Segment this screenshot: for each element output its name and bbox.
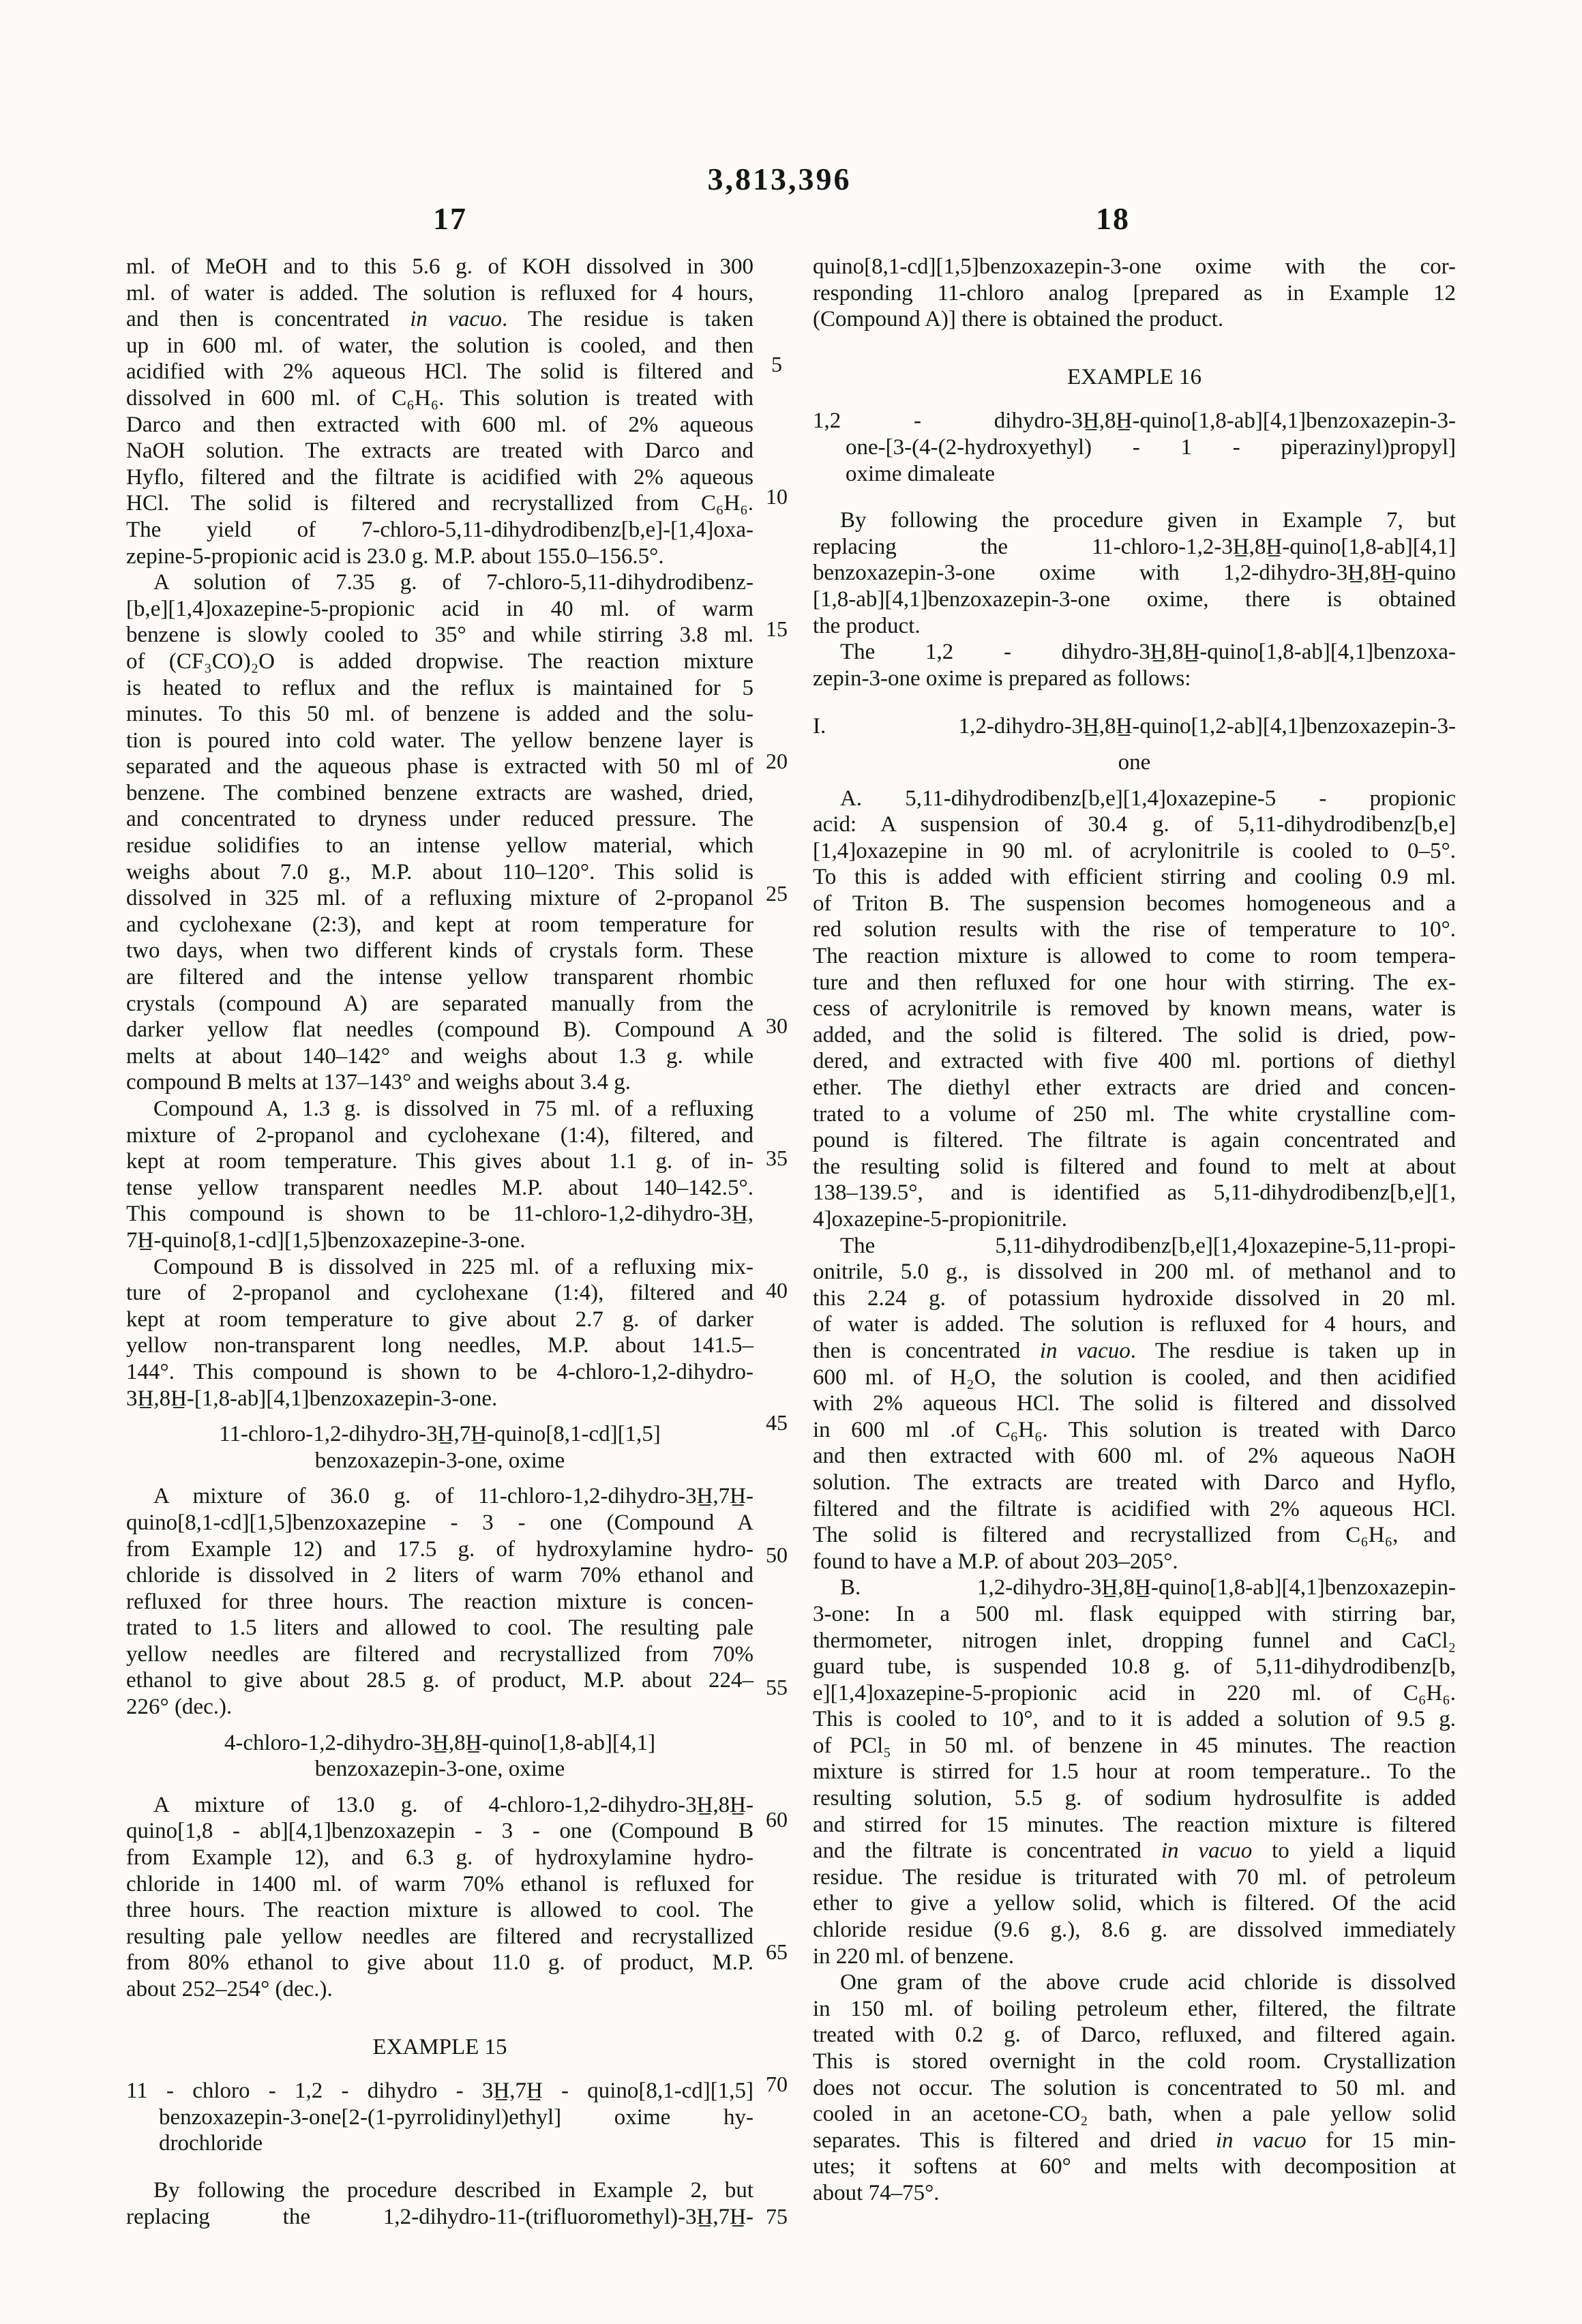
text-line: is heated to reflux and the reflux is maintained for 5: [126, 675, 753, 700]
line-number: 20: [766, 749, 788, 773]
text-line: pound is filtered. The filtrate is again concentrated and: [813, 1128, 1456, 1153]
text-line: weighs about 7.0 g., M.P. about 110–120°. This solid is: [126, 859, 753, 884]
text-line: benzoxazepin-3-one[2-(1-pyrrolidinyl)ethyl] oxime hy-: [159, 2104, 753, 2130]
text-line: A solution of 7.35 g. of 7-chloro-5,11-dihydrodibenz-: [153, 570, 753, 595]
paragraph: [126, 1483, 753, 1720]
text-line: 138–139.5°, and is identified as 5,11-dihydrodibenz[b,e][1,: [813, 1180, 1456, 1206]
paragraph: [126, 254, 753, 569]
text-line: Darco and then extracted with 600 ml. of 2% aqueous: [126, 412, 753, 437]
text-line: 1,2 - dihydro-3H̲,8H̲-quino[1,8-ab][4,1]benzoxazepin-3-: [813, 408, 1456, 434]
text-line: separates. This is filtered and dried in vacuo for 15 min-: [813, 2128, 1456, 2153]
text-line: acidified with 2% aqueous HCl. The solid is filtered and: [126, 359, 753, 385]
text-line: ether to give a yellow solid, which is filtered. Of the acid: [813, 1891, 1456, 1916]
text-line: about 74–75°.: [813, 2180, 940, 2205]
text-line: zepin-3-one oxime is prepared as follows:: [813, 666, 1191, 691]
text-line: benzoxazepin-3-one oxime with 1,2-dihydro-3H̲,8H̲-quino: [813, 561, 1456, 586]
line-number: 65: [766, 1939, 788, 1964]
text-line: benzene is slowly cooled to 35° and while stirring 3.8 ml.: [126, 623, 753, 648]
text-line: refluxed for three hours. The reaction mixture is concen-: [126, 1589, 753, 1614]
patent-number: 3,813,396: [707, 162, 852, 196]
text-line: of PCl₅ in 50 ml. of benzene in 45 minutes. The reaction: [813, 1733, 1456, 1758]
text-line: red solution results with the rise of temperature to 10°.: [813, 917, 1456, 942]
text-line: 11 - chloro - 1,2 - dihydro - 3H̲,7H̲ - quino[8,1-cd][1,5]: [126, 2079, 753, 2104]
text-line: benzoxazepin-3-one, oxime: [314, 1757, 565, 1782]
text-line: 11-chloro-1,2-dihydro-3H̲,7H̲-quino[8,1-cd][1,5]: [219, 1422, 661, 1447]
compound-heading: [813, 408, 1456, 487]
text-line: in 600 ml .of C₆H₆. This solution is treated with Darco: [813, 1417, 1456, 1442]
line-number: 15: [766, 616, 788, 641]
paragraph: [813, 1969, 1456, 2206]
compound-heading: [126, 1730, 753, 1783]
paragraph: [813, 1575, 1456, 1969]
line-number: 55: [766, 1675, 788, 1699]
text-line: yellow non-transparent long needles, M.P. about 141.5–: [126, 1333, 753, 1358]
text-line: The reaction mixture is allowed to come to room tempera-: [813, 944, 1456, 969]
text-line: oxime dimaleate: [846, 461, 995, 486]
text-line: two days, when two different kinds of crystals form. These: [126, 938, 753, 964]
left-column: [126, 254, 753, 2230]
text-line: 4]oxazepine-5-propionitrile.: [813, 1207, 1067, 1232]
text-line: and then is concentrated in vacuo. The residue is taken: [126, 307, 753, 332]
text-line: darker yellow flat needles (compound B). Compound A: [126, 1017, 753, 1043]
paragraph: [126, 569, 753, 1096]
text-line: By following the procedure described in Example 2, but: [153, 2177, 753, 2203]
text-line: benzoxazepin-3-one, oxime: [314, 1448, 565, 1473]
text-line: ether. The diethyl ether extracts are dried and concen-: [813, 1075, 1456, 1101]
text-line: replacing the 11-chloro-1,2-3H̲,8H̲-quino[1,8-ab][4,1]: [813, 534, 1456, 559]
text-line: [1,8-ab][4,1]benzoxazepin-3-one oxime, there is obtained: [813, 586, 1456, 612]
text-line: dered, and extracted with five 400 ml. portions of diethyl: [813, 1049, 1456, 1074]
line-number: 75: [766, 2204, 788, 2229]
text-line: ml. of water is added. The solution is refluxed for 4 hours,: [126, 280, 753, 306]
text-line: of (CF₃CO)₂O is added dropwise. The reaction mixture: [126, 649, 753, 674]
text-line: are filtered and the intense yellow transparent rhombic: [126, 965, 753, 990]
text-line: (Compound A)] there is obtained the product.: [813, 307, 1224, 332]
text-line: onitrile, 5.0 g., is dissolved in 200 ml. of methanol and to: [813, 1260, 1456, 1285]
text-line: and stirred for 15 minutes. The reaction mixture is filtered: [813, 1812, 1456, 1837]
text-line: HCl. The solid is filtered and recrystallized from C₆H₆.: [126, 491, 753, 516]
paragraph: [813, 1233, 1456, 1575]
text-line: three hours. The reaction mixture is allowed to cool. The: [126, 1898, 753, 1923]
example-heading: [813, 364, 1456, 391]
text-line: treated with 0.2 g. of Darco, refluxed, and filtered again.: [813, 2023, 1456, 2048]
text-line: quino[8,1-cd][1,5]benzoxazepine - 3 - one (Compound A: [126, 1510, 753, 1535]
paragraph: [126, 2177, 753, 2230]
text-line: utes; it softens at 60° and melts with decomposition at: [813, 2154, 1456, 2179]
text-line: kept at room temperature. This gives about 1.1 g. of in-: [126, 1149, 753, 1174]
text-line: e][1,4]oxazepine-5-propionic acid in 220 ml. of C₆H₆.: [813, 1680, 1456, 1705]
paragraph: [126, 1096, 753, 1254]
text-line: replacing the 1,2-dihydro-11-(trifluoromethyl)-3H̲,7H̲-: [126, 2204, 753, 2229]
text-line: By following the procedure given in Example 7, but: [840, 508, 1456, 533]
text-line: A mixture of 36.0 g. of 11-chloro-1,2-dihydro-3H̲,7H̲-: [153, 1484, 753, 1509]
compound-heading: [126, 1421, 753, 1474]
text-line: responding 11-chloro analog [prepared as in Example 12: [813, 280, 1456, 306]
text-line: drochloride: [159, 2131, 263, 2156]
text-line: one-[3-(4-(2-hydroxyethyl) - 1 - piperazinyl)propyl]: [846, 434, 1456, 460]
text-line: 4-chloro-1,2-dihydro-3H̲,8H̲-quino[1,8-ab][4,1]: [224, 1730, 656, 1755]
text-line: added, and the solid is filtered. The solid is dried, pow-: [813, 1022, 1456, 1047]
text-line: thermometer, nitrogen inlet, dropping funnel and CaCl₂: [813, 1628, 1456, 1653]
text-line: and cyclohexane (2:3), and kept at room temperature for: [126, 912, 753, 937]
text-line: melts at about 140–142° and weighs about 1.3 g. while: [126, 1043, 753, 1069]
text-line: [1,4]oxazepine in 90 ml. of acrylonitrile is cooled to 0–5°.: [813, 838, 1456, 863]
text-line: 3H̲,8H̲-[1,8-ab][4,1]benzoxazepin-3-one.: [126, 1386, 498, 1411]
text-line: solution. The extracts are treated with Darco and Hyflo,: [813, 1470, 1456, 1495]
text-line: ethanol to give about 28.5 g. of product, M.P. about 224–: [126, 1668, 753, 1693]
line-number: 10: [766, 484, 788, 509]
text-line: and then extracted with 600 ml. of 2% aqueous NaOH: [813, 1444, 1456, 1469]
text-line: quino[1,8 - ab][4,1]benzoxazepin - 3 - one (Compound B: [126, 1819, 753, 1844]
paragraph: [813, 786, 1456, 1233]
text-line: dissolved in 325 ml. of a refluxing mixture of 2-propanol: [126, 886, 753, 911]
text-line: guard tube, is suspended 10.8 g. of 5,11-dihydrodibenz[b,: [813, 1654, 1456, 1680]
text-line: The yield of 7-chloro-5,11-dihydrodibenz[b,e]-[1,4]oxa-: [126, 517, 753, 542]
text-line: mixture of 2-propanol and cyclohexane (1:4), filtered, and: [126, 1122, 753, 1148]
text-line: chloride in 1400 ml. of warm 70% ethanol is refluxed for: [126, 1871, 753, 1896]
text-line: 226° (dec.).: [126, 1695, 233, 1720]
text-line: Compound A, 1.3 g. is dissolved in 75 ml. of a refluxing: [153, 1097, 753, 1121]
text-line: This is stored overnight in the cold room. Crystallization: [813, 2049, 1456, 2074]
text-line: 144°. This compound is shown to be 4-chloro-1,2-dihydro-: [126, 1359, 753, 1384]
text-line: and the filtrate is concentrated in vacuo to yield a liquid: [813, 1838, 1457, 1864]
text-line: and concentrated to dryness under reduced pressure. The: [126, 807, 753, 832]
text-line: in 220 ml. of benzene.: [813, 1943, 1015, 1969]
text-line: this 2.24 g. of potassium hydroxide dissolved in 20 ml.: [813, 1285, 1456, 1311]
text-line: one: [1118, 749, 1151, 775]
paragraph: [813, 639, 1456, 691]
line-number: 60: [766, 1807, 788, 1832]
text-line: minutes. To this 50 ml. of benzene is added and the solu-: [126, 702, 753, 727]
text-line: B. 1,2-dihydro-3H̲,8H̲-quino[1,8-ab][4,1]benzoxazepin-: [840, 1575, 1456, 1600]
text-line: ture of 2-propanol and cyclohexane (1:4), filtered and: [126, 1281, 753, 1306]
text-line: about 252–254° (dec.).: [126, 1977, 333, 2001]
page-column-number-right: 18: [1096, 201, 1130, 236]
text-line: I. 1,2-dihydro-3H̲,8H̲-quino[1,2-ab][4,1]benzoxazepin-3-: [813, 714, 1456, 739]
text-line: A. 5,11-dihydrodibenz[b,e][1,4]oxazepine-5 - propionic: [840, 786, 1456, 811]
text-line: One gram of the above crude acid chloride is dissolved: [840, 1970, 1456, 1995]
text-line: A mixture of 13.0 g. of 4-chloro-1,2-dihydro-3H̲,8H̲-: [153, 1792, 753, 1817]
line-number: 50: [766, 1543, 788, 1567]
text-line: This compound is shown to be 11-chloro-1,2-dihydro-3H̲,: [126, 1202, 753, 1227]
text-line: The 5,11-dihydrodibenz[b,e][1,4]oxazepine-5,11-propi-: [840, 1233, 1456, 1258]
line-number: 40: [766, 1278, 788, 1302]
text-line: Hyflo, filtered and the filtrate is acidified with 2% aqueous: [126, 464, 753, 490]
text-line: trated to 1.5 liters and allowed to cool. The resulting pale: [126, 1615, 753, 1641]
text-line: cooled in an acetone-CO₂ bath, when a pale yellow solid: [813, 2102, 1456, 2127]
right-column: [813, 254, 1456, 2207]
text-line: dissolved in 600 ml. of C₆H₆. This solution is treated with: [126, 385, 753, 411]
line-number: 35: [766, 1146, 788, 1170]
text-line: cess of acrylonitrile is removed by known means, water is: [813, 996, 1456, 1022]
text-line: resulting pale yellow needles are filtered and recrystallized: [126, 1924, 753, 1949]
text-line: from 80% ethanol to give about 11.0 g. of product, M.P.: [126, 1950, 753, 1976]
text-line: chloride is dissolved in 2 liters of warm 70% ethanol and: [126, 1563, 753, 1588]
text-line: EXAMPLE 16: [1066, 364, 1202, 389]
text-line: with 2% aqueous HCl. The solid is filtered and dissolved: [813, 1391, 1456, 1416]
text-line: of water is added. The solution is refluxed for 4 hours, and: [813, 1312, 1456, 1337]
paragraph: [126, 1254, 753, 1412]
text-line: in 150 ml. of boiling petroleum ether, filtered, the filtrate: [813, 1996, 1456, 2021]
page-column-number-left: 17: [433, 201, 467, 236]
text-line: residue. The residue is triturated with 70 ml. of petroleum: [813, 1864, 1456, 1890]
line-number: 5: [771, 352, 782, 376]
paragraph: [126, 1792, 753, 2003]
text-line: yellow needles are filtered and recrystallized from 70%: [126, 1641, 753, 1667]
text-line: does not occur. The solution is concentrated to 50 ml. and: [813, 2075, 1456, 2100]
text-line: residue solidifies to an intense yellow material, which: [126, 833, 753, 859]
text-line: from Example 12), and 6.3 g. of hydroxylamine hydro-: [126, 1845, 753, 1871]
paragraph: [813, 507, 1456, 639]
text-line: separated and the aqueous phase is extracted with 50 ml of: [126, 754, 753, 779]
compound-heading: [813, 749, 1456, 776]
text-line: ml. of MeOH and to this 5.6 g. of KOH dissolved in 300: [126, 254, 753, 279]
text-line: 7H̲-quino[8,1-cd][1,5]benzoxazepine-3-one.: [126, 1227, 526, 1253]
text-line: benzene. The combined benzene extracts are washed, dried,: [126, 780, 753, 805]
paragraph: [813, 254, 1456, 333]
text-line: of Triton B. The suspension becomes homogeneous and a: [813, 891, 1456, 916]
text-line: The solid is filtered and recrystallized from C₆H₆, and: [813, 1523, 1456, 1548]
text-line: then is concentrated in vacuo. The resdiue is taken up in: [813, 1338, 1456, 1363]
text-line: 600 ml. of H₂O, the solution is cooled, and then acidified: [813, 1365, 1456, 1390]
section-heading: [813, 713, 1456, 740]
text-line: zepine-5-propionic acid is 23.0 g. M.P. about 155.0–156.5°.: [126, 543, 664, 569]
compound-heading: [126, 2078, 753, 2157]
text-line: resulting solution, 5.5 g. of sodium hydrosulfite is added: [813, 1786, 1456, 1811]
text-line: filtered and the filtrate is acidified with 2% aqueous HCl.: [813, 1496, 1456, 1521]
text-line: The 1,2 - dihydro-3H̲,8H̲-quino[1,8-ab][4,1]benzoxa-: [840, 640, 1456, 665]
line-number: 30: [766, 1013, 788, 1038]
text-line: quino[8,1-cd][1,5]benzoxazepin-3-one oxime with the cor-: [813, 254, 1456, 279]
line-number: 70: [766, 2072, 788, 2096]
line-number: 45: [766, 1410, 788, 1435]
text-line: tion is poured into cold water. The yellow benzene layer is: [126, 728, 753, 753]
text-line: ture and then refluxed for one hour with stirring. The ex-: [813, 970, 1456, 995]
example-heading: [126, 2034, 753, 2061]
text-line: up in 600 ml. of water, the solution is cooled, and then: [126, 333, 753, 358]
text-line: 3-one: In a 500 ml. flask equipped with stirring bar,: [813, 1601, 1456, 1626]
text-line: To this is added with efficient stirring and cooling 0.9 ml.: [813, 865, 1456, 890]
text-line: [b,e][1,4]oxazepine-5-propionic acid in 40 ml. of warm: [126, 596, 753, 621]
text-line: This is cooled to 10°, and to it is added a solution of 9.5 g.: [813, 1707, 1456, 1732]
text-line: the product.: [813, 613, 921, 638]
text-line: compound B melts at 137–143° and weighs about 3.4 g.: [126, 1070, 631, 1095]
text-line: acid: A suspension of 30.4 g. of 5,11-dihydrodibenz[b,e]: [813, 812, 1456, 837]
text-line: chloride residue (9.6 g.), 8.6 g. are dissolved immediately: [813, 1918, 1456, 1943]
text-line: mixture is stirred for 1.5 hour at room temperature.. To the: [813, 1759, 1456, 1785]
text-line: trated to a volume of 250 ml. The white crystalline com-: [813, 1101, 1456, 1127]
text-line: crystals (compound A) are separated manually from the: [126, 991, 753, 1016]
text-line: from Example 12) and 17.5 g. of hydroxylamine hydro-: [126, 1536, 753, 1562]
text-line: found to have a M.P. of about 203–205°.: [813, 1549, 1178, 1574]
text-line: tense yellow transparent needles M.P. about 140–142.5°.: [126, 1175, 753, 1200]
text-line: kept at room temperature to give about 2.7 g. of darker: [126, 1307, 753, 1332]
line-number: 25: [766, 881, 788, 906]
text-line: Compound B is dissolved in 225 ml. of a refluxing mix-: [153, 1254, 753, 1279]
text-line: the resulting solid is filtered and found to melt at about: [813, 1154, 1456, 1179]
text-line: NaOH solution. The extracts are treated with Darco and: [126, 438, 753, 464]
text-line: EXAMPLE 15: [372, 2034, 507, 2059]
